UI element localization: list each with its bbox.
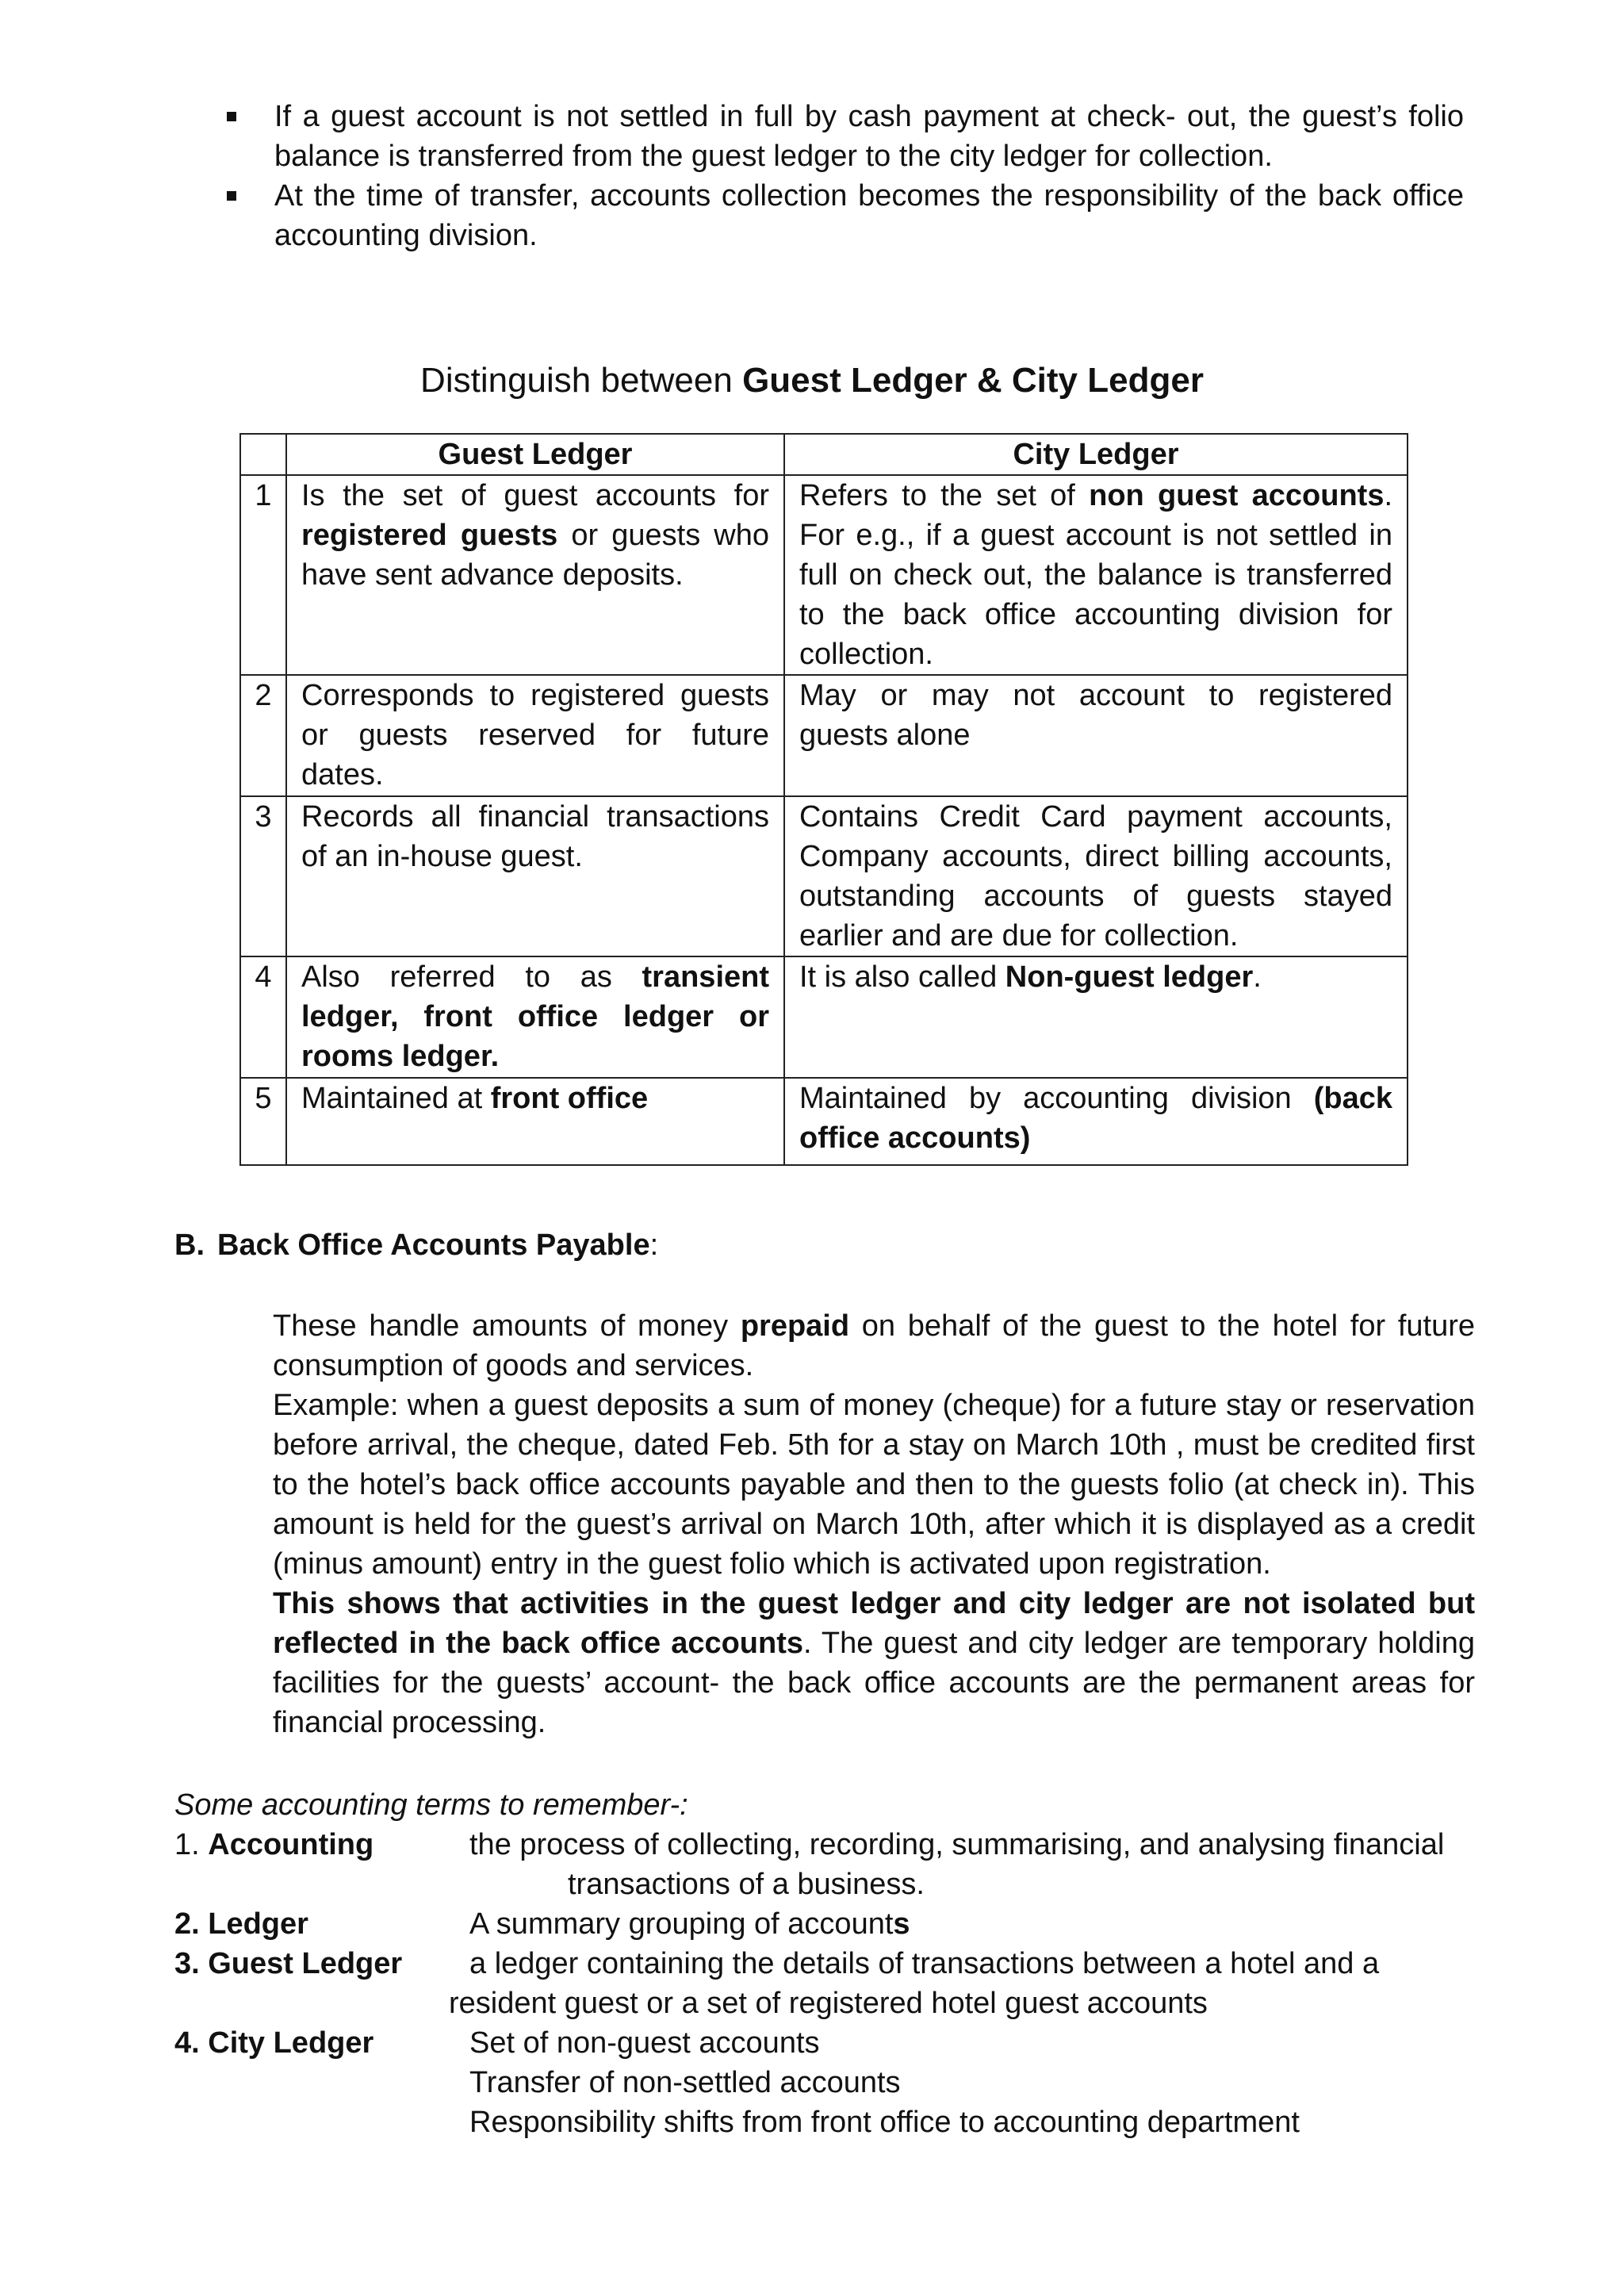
bullet-item	[220, 97, 1464, 176]
cell-text: .	[1253, 960, 1262, 994]
section-title: Back Office Accounts Payable	[217, 1228, 650, 1262]
cell-bold-text: non guest accounts	[1089, 479, 1385, 512]
table-heading	[0, 358, 1624, 403]
paragraph	[273, 1584, 1475, 1742]
cell-bold-text: Non-guest ledger	[1005, 960, 1254, 994]
term-label: 2. Ledger	[174, 1907, 308, 1941]
cell-text: It is also called	[799, 960, 1005, 994]
term-definition: resident guest or a set of registered hotel guest accounts	[449, 1987, 1208, 2020]
square-bullet-icon	[227, 191, 236, 201]
cell-text: . For e.g., if a guest account is not settled in full on check out, the balance is transferred to the back office accounting division for collection.	[799, 479, 1393, 671]
header-city-ledger: City Ledger	[784, 434, 1408, 475]
bullet-list	[220, 97, 1464, 255]
para-text: . The guest and city ledger are temporary holding facilities for the guests’ account- the back office accounts are the permanent areas for financial processing.	[273, 1627, 1475, 1739]
section-b-heading	[174, 1225, 658, 1265]
term-row	[174, 1865, 1475, 1904]
section-b-body	[273, 1306, 1475, 1742]
term-row	[174, 1825, 1475, 1865]
heading-bold: Guest Ledger & City Ledger	[742, 361, 1204, 400]
comparison-table	[239, 433, 1408, 1166]
city-ledger-cell	[784, 675, 1408, 796]
term-definition: transactions of a business.	[568, 1868, 925, 1901]
city-ledger-cell	[784, 796, 1408, 956]
term-row	[174, 1944, 1475, 1984]
def-text: A summary grouping of account	[469, 1907, 894, 1941]
term-definition: a ledger containing the details of transactions between a hotel and a	[469, 1947, 1380, 1980]
city-ledger-cell	[784, 1078, 1408, 1165]
para-text: on behalf of the guest to the hotel for future consumption of goods and services.	[273, 1309, 1475, 1382]
square-bullet-icon	[227, 112, 236, 121]
term-label	[174, 1825, 373, 1865]
cell-text: Also referred to as	[301, 960, 642, 994]
header-num	[240, 434, 286, 475]
cell-bold-text: registered guests	[301, 519, 558, 552]
para-text: These handle amounts of money	[273, 1309, 741, 1343]
cell-text: Maintained by accounting division	[799, 1082, 1314, 1115]
paragraph	[273, 1306, 1475, 1386]
term-row	[174, 1904, 1475, 1944]
term-row	[174, 2063, 1475, 2102]
def-bold-text: s	[893, 1907, 910, 1941]
term-number: 1.	[174, 1828, 209, 1861]
city-ledger-cell	[784, 956, 1408, 1078]
term-row	[174, 2102, 1475, 2142]
guest-ledger-cell	[286, 675, 784, 796]
term-definition: Responsibility shifts from front office to accounting department	[469, 2106, 1300, 2139]
term-name: Accounting	[208, 1828, 374, 1861]
cell-bold-text: transient ledger, front office ledger or rooms ledger.	[301, 960, 769, 1073]
para-bold-text: prepaid	[740, 1309, 850, 1343]
cell-text: May or may not account to registered guests alone	[799, 679, 1392, 752]
guest-ledger-cell	[286, 1078, 784, 1165]
guest-ledger-cell	[286, 796, 784, 956]
bullet-text: If a guest account is not settled in full by cash payment at check- out, the guest’s folio balance is transferred from the guest ledger to the city ledger for collection.	[274, 100, 1464, 173]
section-colon: :	[649, 1228, 659, 1262]
city-ledger-cell	[784, 475, 1408, 675]
paragraph: Example: when a guest deposits a sum of money (cheque) for a future stay or reservation before arrival, the cheque, dated Feb. 5th for a stay on March 10th , must be credited first to the hotel’s back office accounts payable and then to the guests folio (at check in). This amount is held for the guest’s arrival on March 10th, after which it is displayed as a credit (minus amount) entry in the guest folio which is activated upon registration.	[273, 1389, 1475, 1581]
cell-text: or guests who have sent advance deposits.	[301, 519, 769, 592]
term-label: 3. Guest Ledger	[174, 1947, 403, 1980]
term-definition: Set of non-guest accounts	[469, 2026, 820, 2060]
bullet-text: At the time of transfer, accounts collection becomes the responsibility of the back office accounting division.	[274, 179, 1464, 252]
row-number: 1	[240, 475, 286, 675]
row-number: 4	[240, 956, 286, 1078]
row-number: 2	[240, 675, 286, 796]
cell-text: Corresponds to registered guests or guests reserved for future dates.	[301, 679, 769, 792]
cell-bold-text: (back office accounts)	[799, 1082, 1392, 1155]
guest-ledger-cell	[286, 475, 784, 675]
term-row	[174, 1984, 1475, 2023]
cell-text: Refers to the set of	[799, 479, 1090, 512]
para-bold-text: This shows that activities in the guest ledger and city ledger are not isolated but reflected in the back office accounts	[273, 1587, 1475, 1660]
table-row	[240, 1078, 1408, 1165]
cell-text: Records all financial transactions of an in-house guest.	[301, 800, 769, 873]
cell-text: Is the set of guest accounts for	[301, 479, 769, 512]
heading-prefix: Distinguish between	[420, 361, 743, 400]
table-row	[240, 475, 1408, 675]
term-definition	[469, 1904, 910, 1944]
row-number: 5	[240, 1078, 286, 1165]
table-row	[240, 675, 1408, 796]
table-row	[240, 956, 1408, 1078]
accounting-terms	[174, 1785, 1475, 2142]
header-guest-ledger: Guest Ledger	[286, 434, 784, 475]
cell-bold-text: front office	[490, 1082, 649, 1115]
section-letter: B.	[174, 1228, 205, 1262]
cell-text: Contains Credit Card payment accounts, Company accounts, direct billing accounts, outstanding accounts of guests stayed earlier and are due for collection.	[799, 800, 1392, 953]
term-label: 4. City Ledger	[174, 2026, 374, 2060]
term-definition: the process of collecting, recording, summarising, and analysing financial	[469, 1828, 1445, 1861]
terms-intro: Some accounting terms to remember-:	[174, 1788, 688, 1822]
guest-ledger-cell	[286, 956, 784, 1078]
cell-text: Maintained at	[301, 1082, 491, 1115]
term-row	[174, 2023, 1475, 2063]
row-number: 3	[240, 796, 286, 956]
table-header-row	[240, 434, 1408, 475]
term-definition: Transfer of non-settled accounts	[469, 2066, 901, 2099]
bullet-item	[220, 176, 1464, 255]
table-row	[240, 796, 1408, 956]
